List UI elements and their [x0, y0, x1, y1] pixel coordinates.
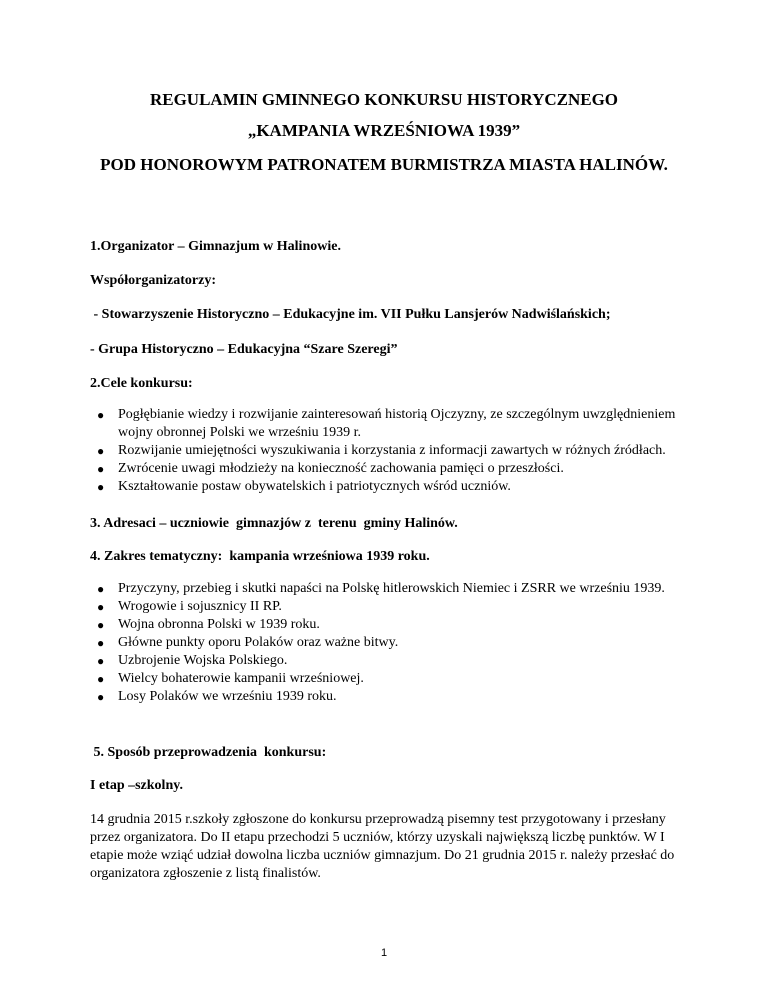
bullet-icon: ●: [97, 672, 105, 686]
list-item: ● Pogłębianie wiedzy i rozwijanie zainteresowań historią Ojczyzny, ze szczególnym uwzględnieniem wojny obronnej Polski we wrześniu 1939 r.: [97, 407, 676, 440]
bullet-icon: ●: [97, 654, 105, 668]
bullet-icon: ●: [97, 444, 105, 458]
stage1-text: 14 grudnia 2015 r.szkoły zgłoszone do konkursu przeprowadzą pisemny test przygotowany i przesłany przez organizatora. Do II etapu przechodzi 5 uczniów, którzy uzyskali największą liczbę punktów. W I etapie może wziąć udział dowolna liczba uczniów gimnazjum. Do 21 grudnia 2015 r. należy przesłać do organizatora zgłoszenie z listą finalistów.: [90, 812, 675, 881]
goals-heading: 2.Cele konkursu:: [90, 376, 193, 391]
list-item: ● Rozwijanie umiejętności wyszukiwania i korzystania z informacji zawartych w różnych źródłach.: [97, 443, 666, 458]
recipients-heading: 3. Adresaci – uczniowie gimnazjów z terenu gminy Halinów.: [90, 516, 458, 531]
list-item: ● Wrogowie i sojusznicy II RP.: [97, 599, 282, 614]
bullet-icon: ●: [97, 600, 105, 614]
goals-list: [90, 406, 690, 496]
patronage-line: POD HONOROWYM PATRONATEM BURMISTRZA MIASTA HALINÓW.: [100, 155, 668, 174]
bullet-icon: ●: [97, 582, 105, 596]
bullet-icon: ●: [97, 462, 105, 476]
bullet-icon: ●: [97, 636, 105, 650]
list-item: ● Zwrócenie uwagi młodzieży na konieczność zachowania pamięci o przeszłości.: [97, 461, 564, 476]
scope-heading: 4. Zakres tematyczny: kampania wrześniowa 1939 roku.: [90, 549, 430, 564]
scope-list: [90, 580, 690, 706]
document-title: REGULAMIN GMINNEGO KONKURSU HISTORYCZNEGO: [149, 90, 619, 109]
list-item: ● Kształtowanie postaw obywatelskich i patriotycznych wśród uczniów.: [97, 479, 511, 494]
list-item: ● Główne punkty oporu Polaków oraz ważne bitwy.: [97, 635, 399, 650]
bullet-icon: ●: [97, 690, 105, 704]
bullet-icon: ●: [97, 618, 105, 632]
list-item: ● Uzbrojenie Wojska Polskiego.: [97, 653, 288, 668]
page-number: 1: [380, 947, 388, 959]
contest-name: „KAMPANIA WRZEŚNIOWA 1939”: [247, 121, 521, 140]
procedure-heading: 5. Sposób przeprowadzenia konkursu:: [90, 745, 327, 760]
co-organizers-heading: Współorganizatorzy:: [90, 273, 216, 288]
bullet-icon: ●: [97, 480, 105, 494]
list-item: ● Losy Polaków we wrześniu 1939 roku.: [97, 689, 337, 704]
list-item: ● Wielcy bohaterowie kampanii wrześniowej.: [97, 671, 364, 686]
bullet-icon: ●: [97, 408, 105, 422]
co-organizer-item: - Stowarzyszenie Historyczno – Edukacyjne im. VII Pułku Lansjerów Nadwiślańskich;: [90, 307, 611, 322]
list-item: ● Przyczyny, przebieg i skutki napaści na Polskę hitlerowskich Niemiec i ZSRR we wrześniu 1939.: [97, 581, 665, 596]
list-item: ● Wojna obronna Polski w 1939 roku.: [97, 617, 320, 632]
co-organizer-item: - Grupa Historyczno – Edukacyjna “Szare Szeregi”: [90, 342, 398, 357]
stage1-heading: I etap –szkolny.: [90, 778, 183, 793]
organizer-heading: 1.Organizator – Gimnazjum w Halinowie.: [90, 239, 341, 254]
